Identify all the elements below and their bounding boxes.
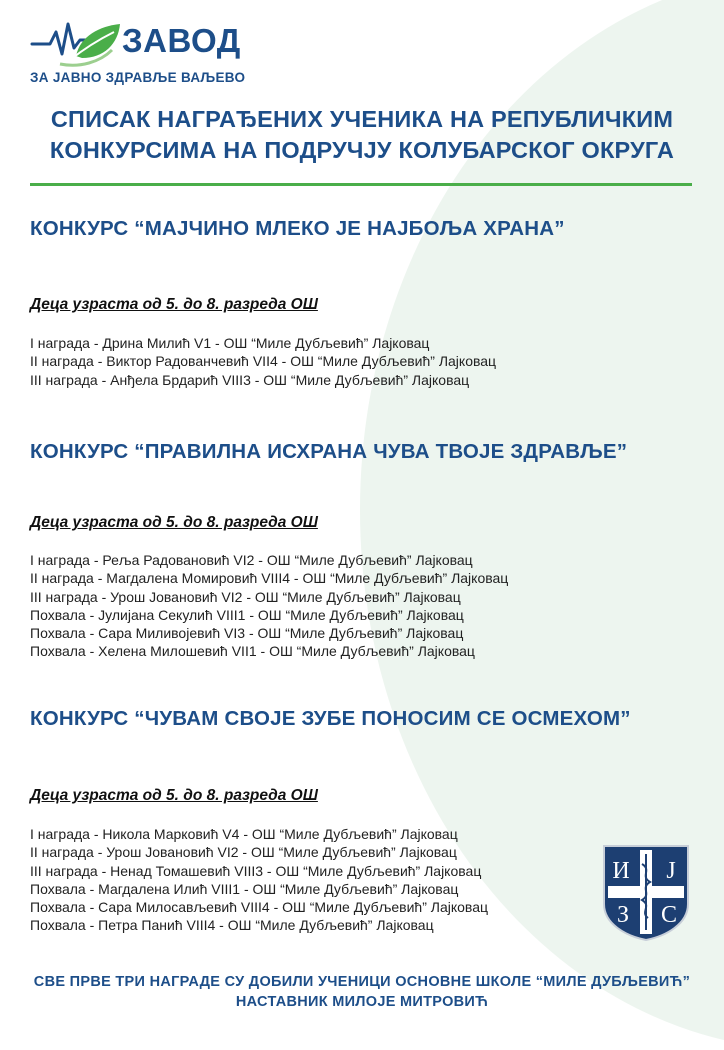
emblem-letter-4: С [660,902,678,928]
emblem-letter-3: З [616,902,630,928]
list-item: I награда - Дрина Милић V1 - ОШ “Миле Дубљевић” Лајковац [30,335,430,351]
logo-subtitle: ЗА ЈАВНО ЗДРАВЉЕ ВАЉЕВО [30,70,246,85]
list-item: II награда - Магдалена Момировић VIII4 - ОШ “Миле Дубљевић” Лајковац [30,570,509,587]
list-item: III награда - Урош Јовановић VI2 - ОШ “Миле Дубљевић” Лајковац [30,588,461,605]
list-item: I награда - Никола Марковић V4 - ОШ “Миле Дубљевић” Лајковац [30,826,458,842]
award-list-3 [30,825,488,935]
list-item: Похвала - Магдалена Илић VIII1 - ОШ “Миле Дубљевић” Лајковац [30,880,459,897]
list-item: Похвала - Сара Миливојевић VI3 - ОШ “Миле Дубљевић” Лајковац [30,625,464,642]
heartbeat-leaf-icon [30,18,125,70]
caduceus-shield-icon [600,842,692,942]
list-item: II награда - Урош Јовановић VI2 - ОШ “Миле Дубљевић” Лајковац [30,844,457,861]
title-line-2: КОНКУРСИМА НА ПОДРУЧЈУ КОЛУБАРСКОГ ОКРУГА [49,137,675,163]
age-group-1: Деца узраста од 5. до 8. разреда ОШ [30,296,318,313]
list-item: III награда - Ненад Томашевић VIII3 - ОШ “Миле Дубљевић” Лајковац [30,862,482,879]
age-group-2: Деца узраста од 5. до 8. разреда ОШ [30,514,318,531]
list-item: Похвала - Хелена Милошевић VII1 - ОШ “Миле Дубљевић” Лајковац [30,643,475,660]
ijzs-emblem [600,842,692,942]
award-list-1 [30,334,496,389]
footer-line-2: НАСТАВНИК МИЛОЈЕ МИТРОВИЋ [235,994,489,1010]
section-title-3: КОНКУРС “ЧУВАМ СВОЈЕ ЗУБЕ ПОНОСИМ СЕ ОСМЕХОМ” [30,707,631,730]
list-item: Похвала - Петра Панић VIII4 - ОШ “Миле Дубљевић” Лајковац [30,917,434,934]
list-item: III награда - Анђела Брдарић VIII3 - ОШ “Миле Дубљевић” Лајковац [30,371,470,388]
list-item: II награда - Виктор Радованчевић VII4 - ОШ “Миле Дубљевић” Лајковац [30,353,497,370]
title-line-1: СПИСАК НАГРАЂЕНИХ УЧЕНИКА НА РЕПУБЛИЧКИМ [50,106,674,132]
list-item: I награда - Реља Радовановић VI2 - ОШ “Миле Дубљевић” Лајковац [30,552,473,568]
age-group-3: Деца узраста од 5. до 8. разреда ОШ [30,787,318,804]
logo-name: ЗАВОД [122,22,241,59]
section-title-2: КОНКУРС “ПРАВИЛНА ИСХРАНА ЧУВА ТВОЈЕ ЗДРАВЉЕ” [30,440,628,463]
footer-line-1: СВЕ ПРВЕ ТРИ НАГРАДЕ СУ ДОБИЛИ УЧЕНИЦИ ОСНОВНЕ ШКОЛЕ “МИЛЕ ДУБЉЕВИЋ” [33,974,691,990]
footer-note [0,972,724,1012]
section-title-1: КОНКУРС “МАЈЧИНО МЛЕКО ЈЕ НАЈБОЉА ХРАНА” [30,217,565,240]
list-item: Похвала - Сара Милосављевић VIII4 - ОШ “Миле Дубљевић” Лајковац [30,899,489,916]
list-item: Похвала - Јулијана Секулић VIII1 - ОШ “Миле Дубљевић” Лајковац [30,606,464,623]
page-title [0,104,724,166]
emblem-letter-1: И [612,858,630,884]
emblem-letter-2: Ј [666,858,676,884]
title-divider [30,183,692,186]
award-list-2 [30,551,508,661]
